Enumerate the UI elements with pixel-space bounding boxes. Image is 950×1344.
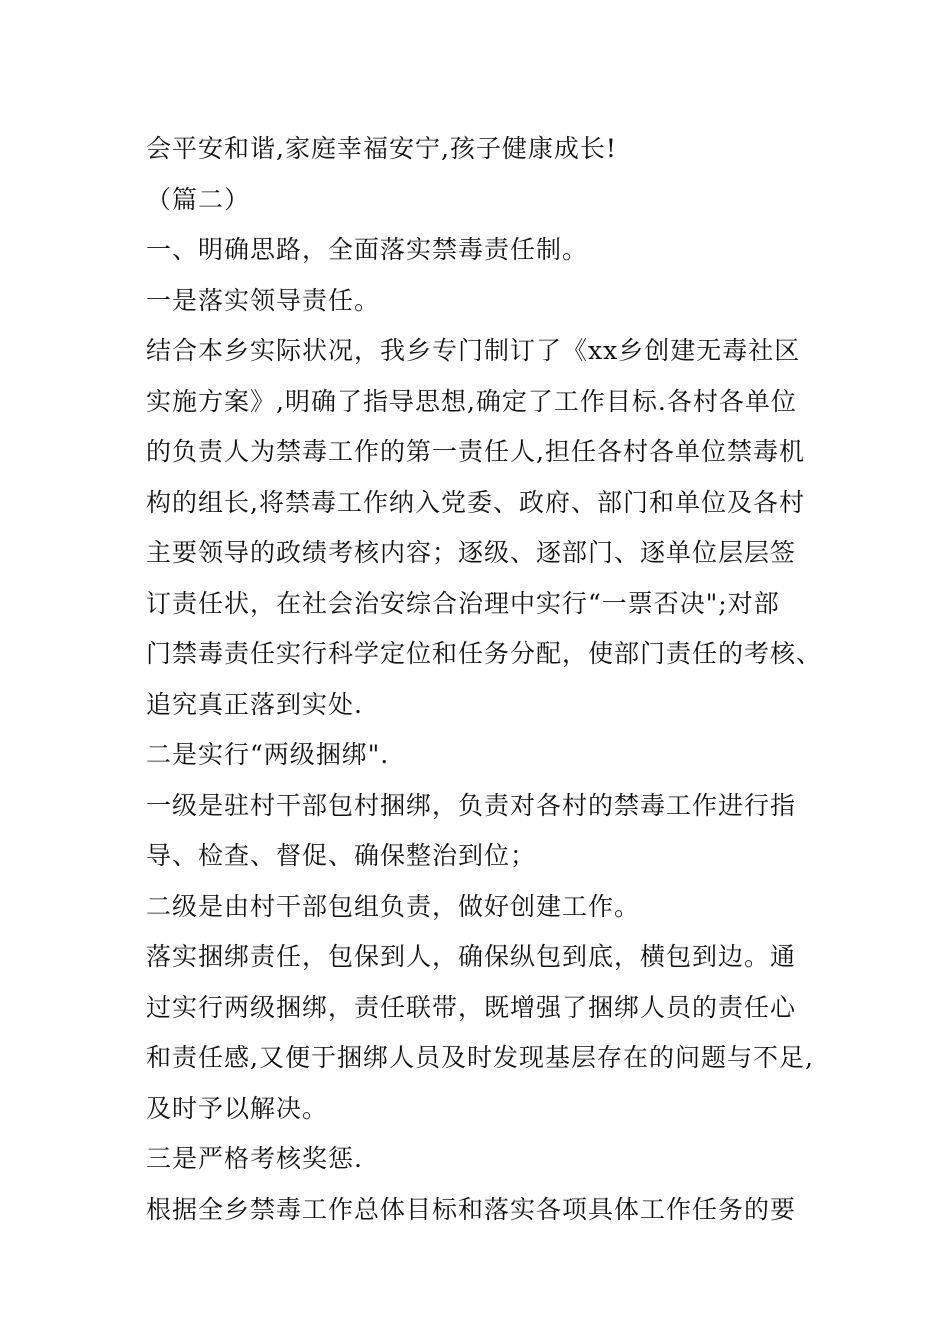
text-line: 及时予以解决。: [146, 1093, 329, 1123]
text-line: 一级是驻村干部包村捆绑，负责对各村的禁毒工作进行指: [146, 790, 797, 820]
text-line: 实施方案》,明确了指导思想,确定了工作目标.各村各单位: [146, 386, 797, 416]
text-line: 导、检查、督促、确保整治到位；: [146, 841, 537, 870]
text-line: 结合本乡实际状况，我乡专门制订了《xx乡创建无毒社区: [146, 336, 801, 365]
text-line: 一是落实领导责任。: [146, 285, 381, 315]
text-line: 二是实行“两级捆绑".: [146, 740, 390, 769]
text-line: 和责任感,又便于捆绑人员及时发现基层存在的问题与不足,: [146, 1043, 814, 1072]
text-line: 根据全乡禁毒工作总体目标和落实各项具体工作任务的要: [146, 1194, 797, 1224]
text-line: 二级是由村干部包组负责，做好创建工作。: [146, 891, 641, 921]
text-line: 追究真正落到实处.: [146, 689, 363, 719]
section-heading: （篇二）: [146, 184, 251, 214]
text-line: 订责任状，在社会治安综合治理中实行“一票否决";对部: [146, 588, 780, 618]
text-line: 会平安和谐,家庭幸福安宁,孩子健康成长!: [146, 134, 617, 163]
text-line: 落实捆绑责任，包保到人，确保纵包到底，横包到边。通: [146, 942, 797, 971]
text-line: 过实行两级捆绑，责任联带，既增强了捆绑人员的责任心: [146, 992, 797, 1022]
text-line: 的负责人为禁毒工作的第一责任人,担任各村各单位禁毒机: [146, 437, 805, 466]
text-line: 三是严格考核奖惩.: [146, 1144, 363, 1173]
text-line: 门禁毒责任实行科学定位和任务分配，使部门责任的考核、: [146, 639, 823, 668]
text-line: 构的组长,将禁毒工作纳入党委、政府、部门和单位及各村: [146, 487, 805, 517]
text-line: 主要领导的政绩考核内容；逐级、逐部门、逐单位层层签: [146, 538, 797, 567]
text-line: 一、明确思路，全面落实禁毒责任制。: [146, 235, 589, 264]
document-body: [146, 124, 823, 1235]
